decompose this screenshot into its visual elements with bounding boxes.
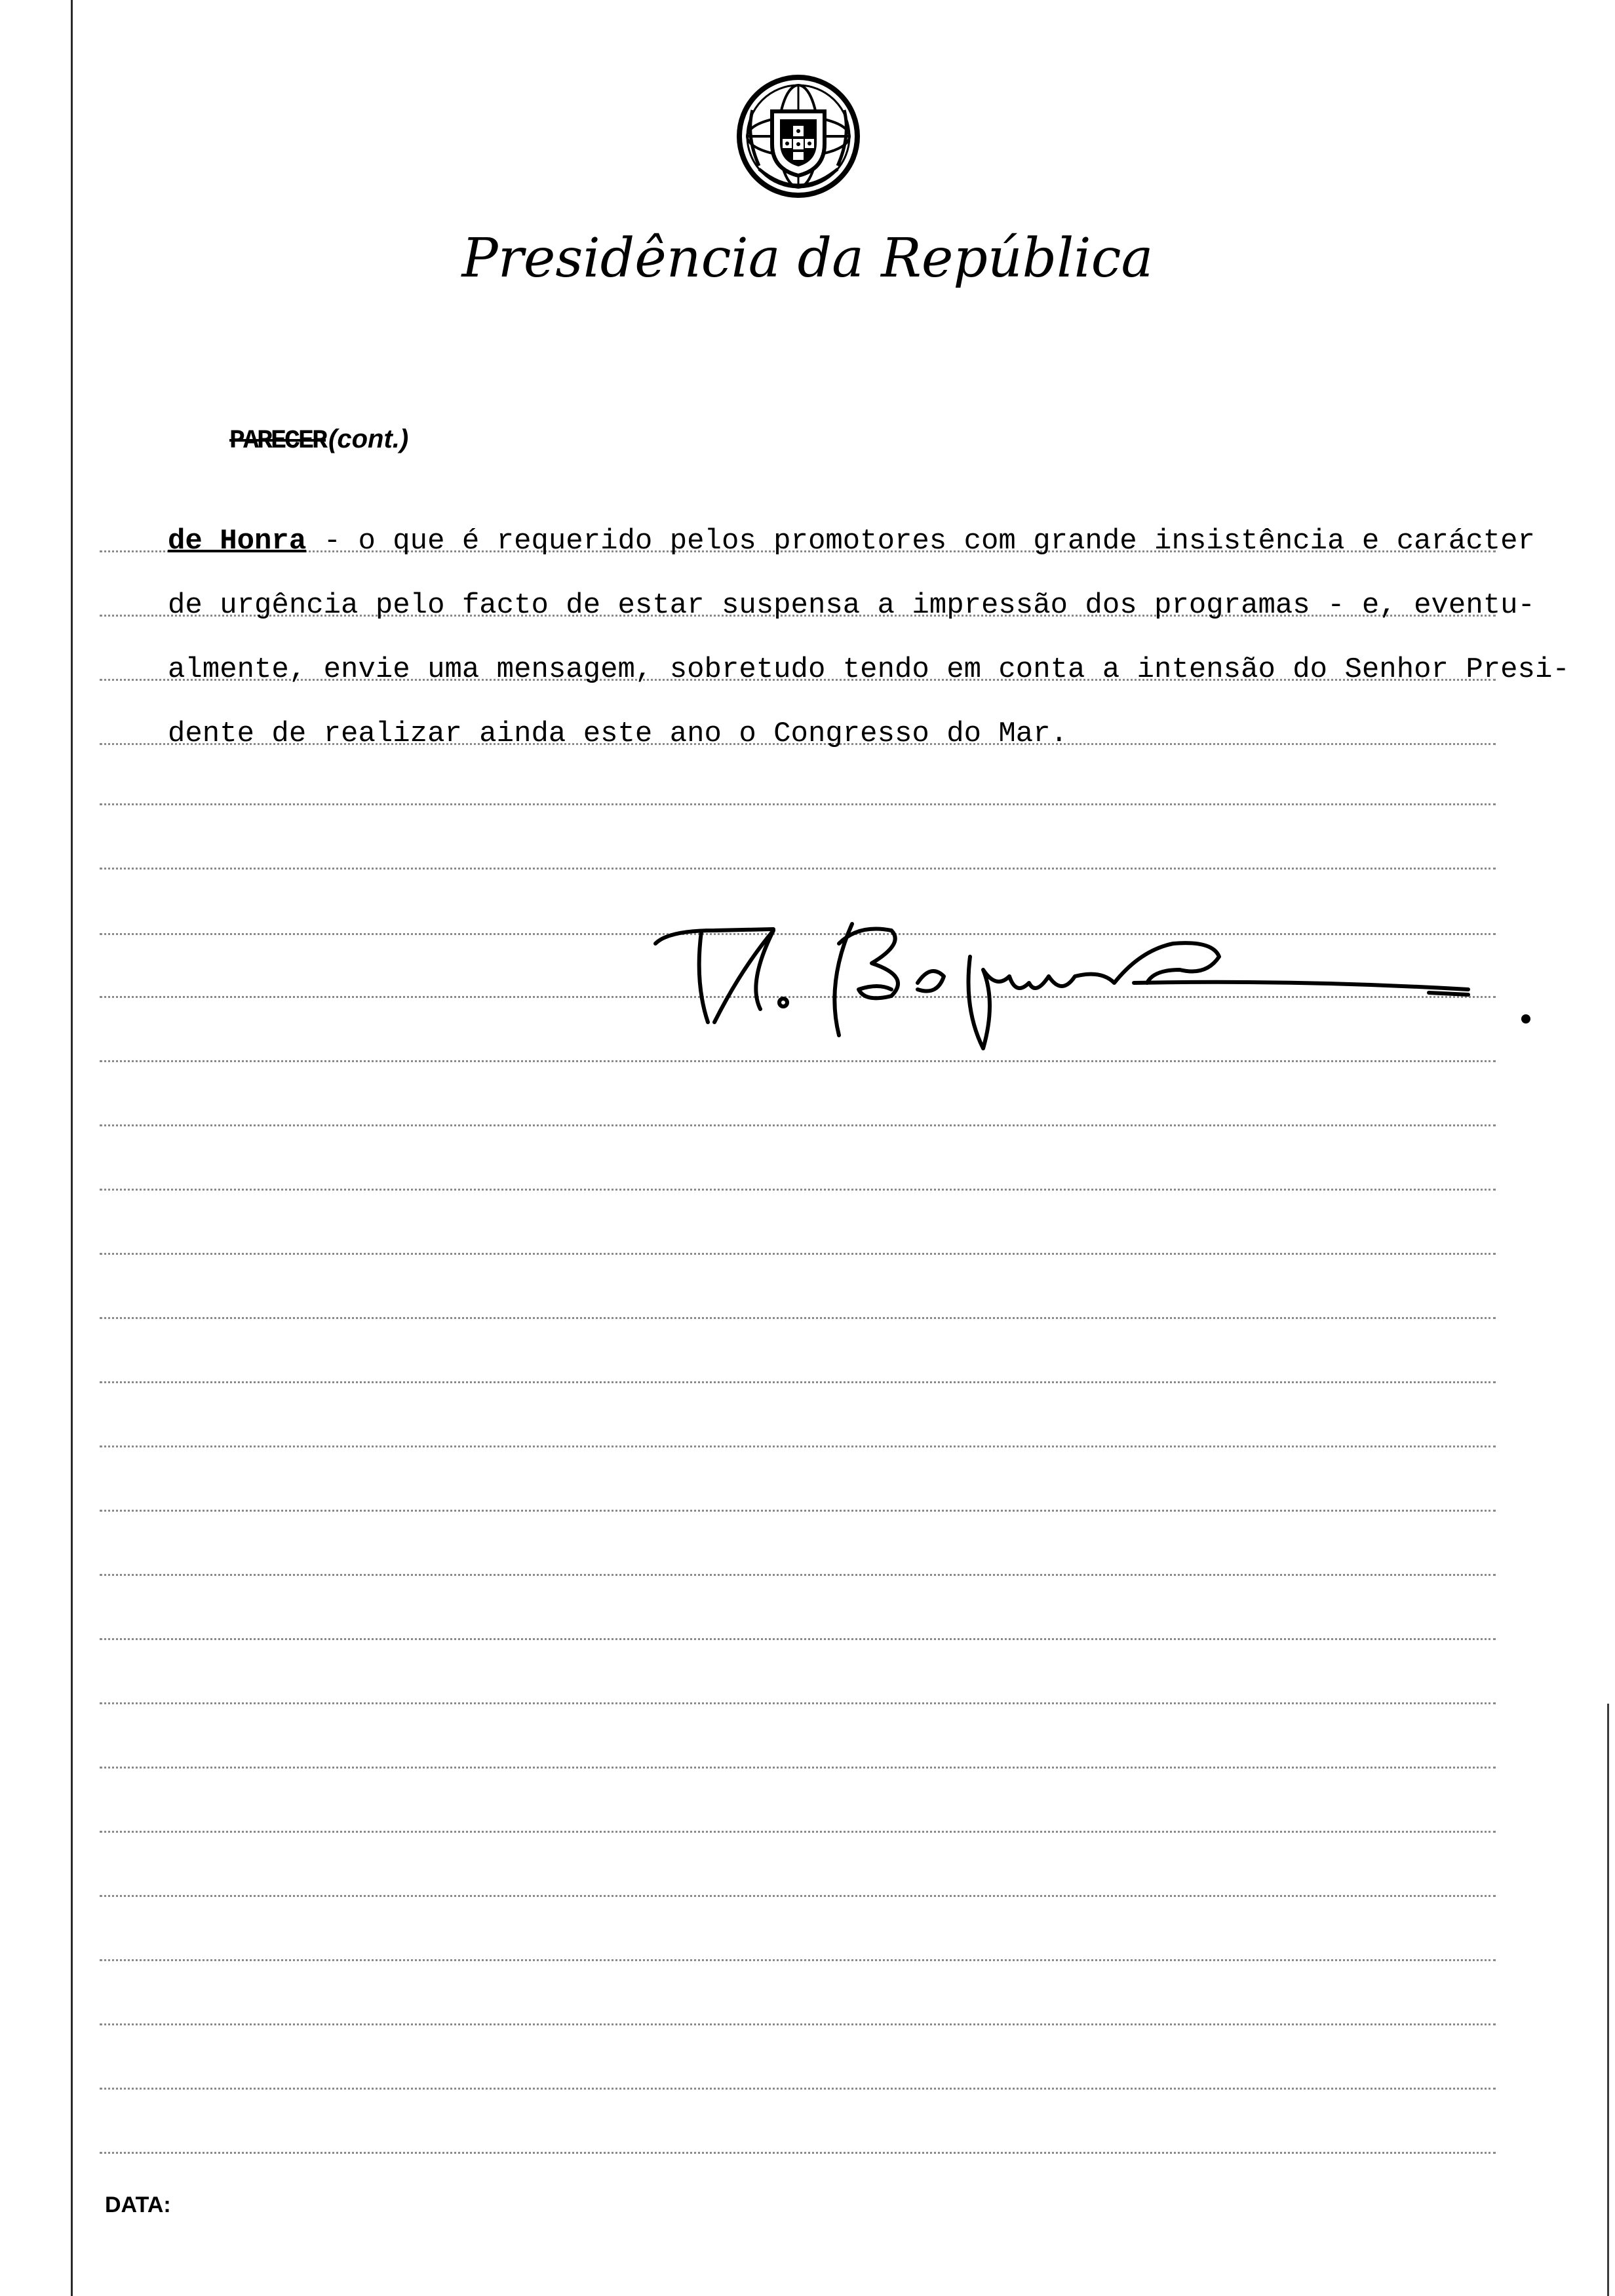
page-left-border <box>71 0 73 2296</box>
body-line-4: dente de realizar ainda este ano o Congresso do Mar. <box>168 718 1068 750</box>
ruled-line <box>100 1189 1496 1191</box>
ruled-line <box>100 1253 1496 1255</box>
ruled-line <box>100 1767 1496 1769</box>
handwritten-signature-icon <box>642 904 1560 1068</box>
ruled-line <box>100 1124 1496 1126</box>
coat-of-arms-icon <box>733 71 864 202</box>
body-line-1 <box>168 522 1535 561</box>
body-line-1-lead: de Honra <box>168 525 307 558</box>
body-line-1-text: - o que é requerido pelos promotores com grande insistência e carácter <box>306 525 1535 558</box>
header-continuation: (cont.) <box>328 425 409 453</box>
ruled-line <box>100 1831 1496 1833</box>
ruled-line <box>100 2023 1496 2025</box>
body-line-3: almente, envie uma mensagem, sobretudo tendo em conta a intensão do Senhor Presi- <box>168 653 1570 686</box>
ruled-line <box>100 1510 1496 1512</box>
ruled-line <box>100 1445 1496 1447</box>
ruled-line <box>100 803 1496 805</box>
letterhead-title: Presidência da República <box>461 227 1154 290</box>
ruled-line <box>100 868 1496 870</box>
ruled-line <box>100 1381 1496 1383</box>
ruled-line <box>100 1574 1496 1576</box>
ruled-line <box>100 2152 1496 2154</box>
ruled-line <box>100 2088 1496 2090</box>
ruled-line <box>100 1317 1496 1319</box>
ruled-line <box>100 1702 1496 1704</box>
header-struck-word: PARECER <box>229 427 326 456</box>
page-right-border <box>1607 1704 1609 2296</box>
body-line-2: de urgência pelo facto de estar suspensa a impressão dos programas - e, eventu- <box>168 589 1535 622</box>
ruled-line <box>100 1959 1496 1961</box>
date-label: DATA: <box>105 2192 171 2217</box>
document-header <box>229 419 408 461</box>
ruled-line <box>100 1895 1496 1897</box>
ruled-line <box>100 1638 1496 1640</box>
